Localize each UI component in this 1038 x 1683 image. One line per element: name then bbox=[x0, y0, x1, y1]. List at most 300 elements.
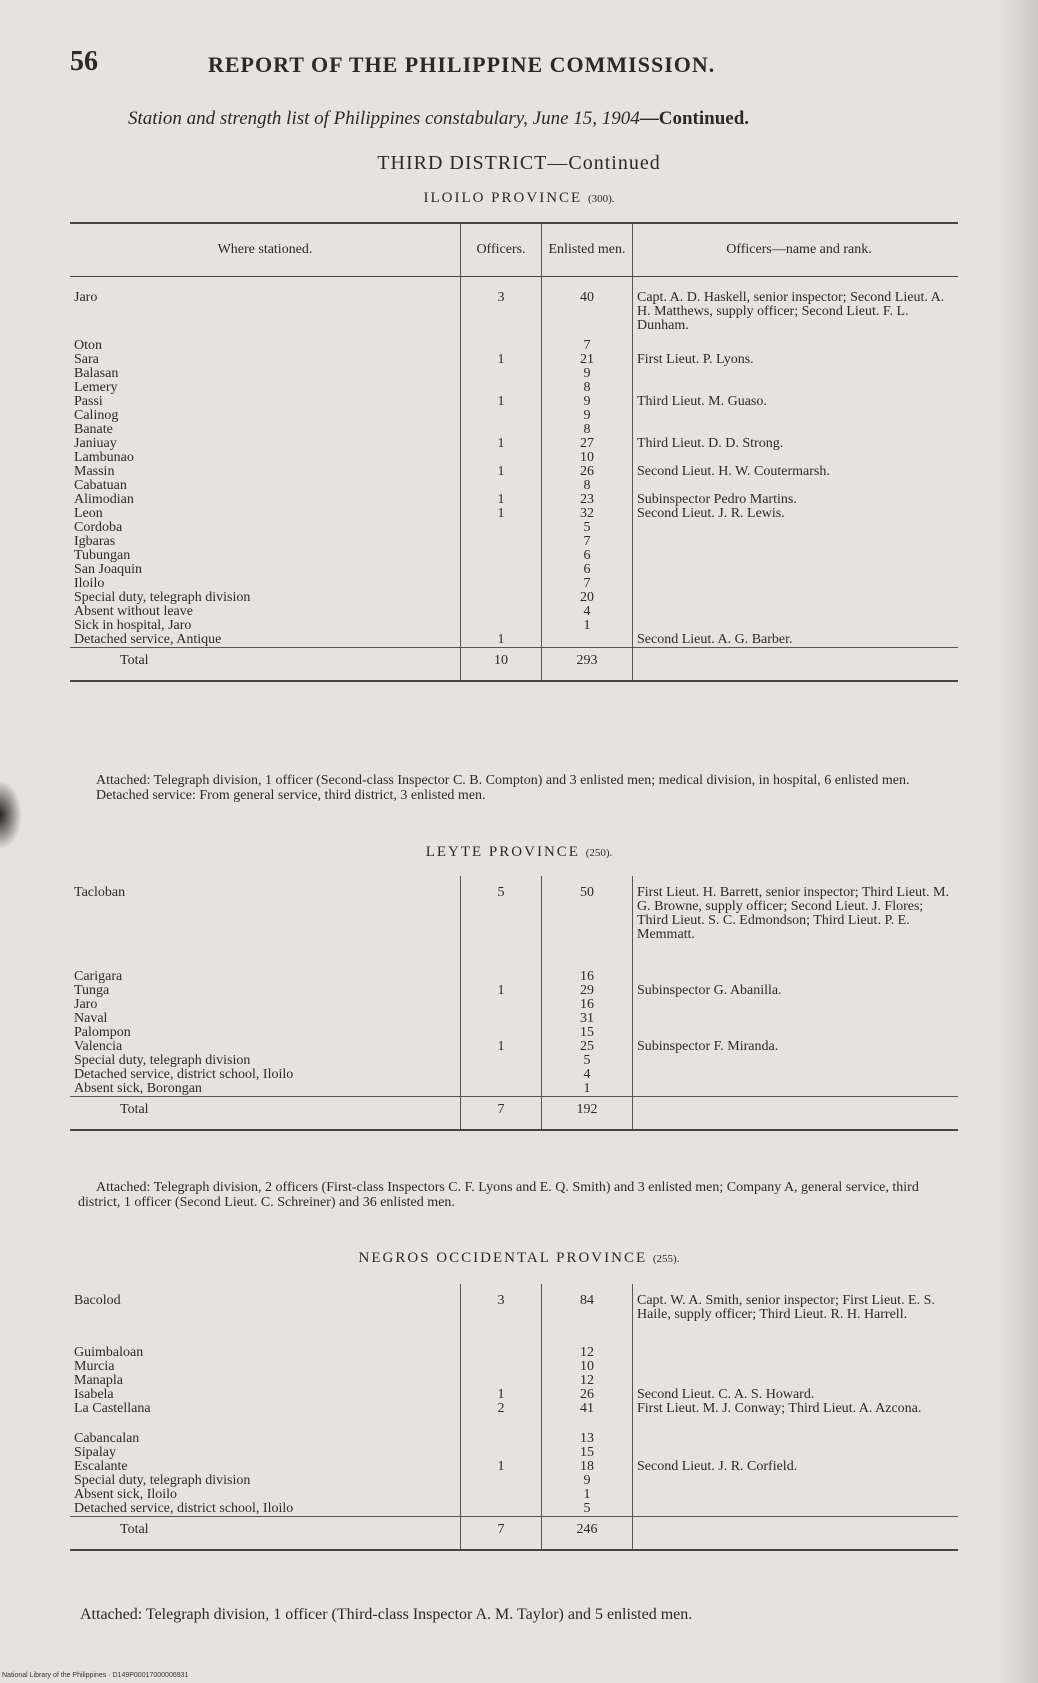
station-name-cell bbox=[70, 876, 461, 970]
leyte-title: LEYTE PROVINCE bbox=[425, 844, 580, 860]
officer-count-cell bbox=[461, 984, 542, 998]
officer-names-cell bbox=[633, 619, 959, 633]
enlisted-count-cell bbox=[542, 1374, 633, 1388]
table-row bbox=[70, 1012, 958, 1026]
station-name: Carigara bbox=[74, 969, 123, 984]
officer-count-cell bbox=[461, 1360, 542, 1374]
enlisted-count-cell bbox=[542, 507, 633, 521]
enlisted-count-cell bbox=[542, 549, 633, 563]
station-name: Banate bbox=[74, 422, 113, 437]
officer-names: Third Lieut. D. D. Strong. bbox=[637, 436, 784, 451]
officer-count: 1 bbox=[497, 352, 505, 367]
officer-count-cell bbox=[461, 619, 542, 633]
officer-count-cell bbox=[461, 633, 542, 648]
officer-names-cell bbox=[633, 1026, 959, 1040]
officer-names: First Lieut. P. Lyons. bbox=[637, 352, 754, 367]
officer-names-cell bbox=[633, 353, 959, 367]
officer-names-cell bbox=[633, 1388, 959, 1402]
total-officers: 7 bbox=[461, 1517, 542, 1551]
table-row bbox=[70, 1346, 958, 1360]
officer-count-cell bbox=[461, 353, 542, 367]
station-name: Jaro bbox=[74, 290, 98, 305]
station-name-cell bbox=[70, 437, 461, 451]
enlisted-count: 40 bbox=[580, 290, 594, 305]
table-row bbox=[70, 876, 958, 970]
enlisted-count: 9 bbox=[583, 366, 591, 381]
page-header bbox=[70, 46, 970, 86]
station-name: Janiuay bbox=[74, 436, 117, 451]
officer-count-cell bbox=[461, 1446, 542, 1460]
station-name: Sipalay bbox=[74, 1445, 116, 1460]
officer-count-cell bbox=[461, 970, 542, 984]
enlisted-count-cell bbox=[542, 1054, 633, 1068]
officer-names-cell bbox=[633, 605, 959, 619]
enlisted-count: 8 bbox=[583, 380, 591, 395]
iloilo-rows bbox=[70, 277, 958, 682]
station-name-cell bbox=[70, 1068, 461, 1082]
enlisted-count: 6 bbox=[583, 548, 591, 563]
page-gutter-shade bbox=[998, 0, 1038, 1683]
enlisted-count: 84 bbox=[580, 1293, 594, 1308]
officer-names-cell bbox=[633, 465, 959, 479]
enlisted-count-cell bbox=[542, 423, 633, 437]
enlisted-count: 1 bbox=[583, 1081, 591, 1096]
enlisted-count: 27 bbox=[580, 436, 594, 451]
officer-count-cell bbox=[461, 277, 542, 340]
enlisted-count-cell bbox=[542, 1284, 633, 1346]
station-name-cell bbox=[70, 970, 461, 984]
negros-table bbox=[70, 1284, 958, 1551]
table-row bbox=[70, 1474, 958, 1488]
table-row bbox=[70, 535, 958, 549]
officer-count-cell bbox=[461, 521, 542, 535]
enlisted-count: 9 bbox=[583, 408, 591, 423]
officer-count: 2 bbox=[497, 1401, 505, 1416]
total-label: Total bbox=[70, 1517, 461, 1551]
officer-names: Second Lieut. C. A. S. Howard. bbox=[637, 1387, 815, 1402]
enlisted-count-cell bbox=[542, 1488, 633, 1502]
table-row bbox=[70, 1360, 958, 1374]
officer-names-cell bbox=[633, 423, 959, 437]
table-caption bbox=[128, 108, 749, 130]
station-name: Jaro bbox=[74, 997, 98, 1012]
iloilo-note: Attached: Telegraph division, 1 officer (Second-class Inspector C. B. Compton) and 3 enlisted men; medical division, in hospital, 6 enlisted men. bbox=[96, 773, 910, 788]
officer-names-cell bbox=[633, 381, 959, 395]
total-enlisted: 246 bbox=[542, 1517, 633, 1551]
enlisted-count-cell bbox=[542, 367, 633, 381]
enlisted-count: 21 bbox=[580, 352, 594, 367]
officer-names: Subinspector F. Miranda. bbox=[637, 1039, 779, 1054]
officer-names: Subinspector G. Abanilla. bbox=[637, 983, 782, 998]
officer-names-cell bbox=[633, 1360, 959, 1374]
enlisted-count: 15 bbox=[580, 1025, 594, 1040]
officer-names-cell bbox=[633, 437, 959, 451]
leyte-notes bbox=[78, 1180, 958, 1210]
enlisted-count-cell bbox=[542, 521, 633, 535]
officer-count-cell bbox=[461, 381, 542, 395]
enlisted-count-cell bbox=[542, 277, 633, 340]
officer-count: 1 bbox=[497, 1039, 505, 1054]
officer-names: First Lieut. H. Barrett, senior inspector; Third Lieut. M. G. Browne, supply officer; Second Lieut. J. Flores; Third Lieut. S. C. Edmondson; Third Lieut. P. E. Memmatt. bbox=[637, 885, 949, 942]
officer-count-cell bbox=[461, 423, 542, 437]
enlisted-count-cell bbox=[542, 535, 633, 549]
table-row bbox=[70, 423, 958, 437]
officer-names-cell bbox=[633, 367, 959, 381]
total-enlisted: 192 bbox=[542, 1097, 633, 1131]
officer-names-cell bbox=[633, 409, 959, 423]
total-row bbox=[70, 1097, 958, 1131]
officer-names-cell bbox=[633, 451, 959, 465]
table-row bbox=[70, 479, 958, 493]
officer-count-cell bbox=[461, 1388, 542, 1402]
table-row bbox=[70, 1460, 958, 1474]
station-name-cell bbox=[70, 549, 461, 563]
table-row bbox=[70, 1402, 958, 1432]
enlisted-count: 4 bbox=[583, 1067, 591, 1082]
table-header-row bbox=[70, 223, 958, 277]
col-officers: Officers. bbox=[461, 223, 542, 277]
table-row bbox=[70, 507, 958, 521]
table-row bbox=[70, 984, 958, 998]
officer-count: 5 bbox=[497, 885, 505, 900]
officer-count: 1 bbox=[497, 1387, 505, 1402]
officer-names-cell bbox=[633, 970, 959, 984]
officer-count-cell bbox=[461, 1040, 542, 1054]
enlisted-count-cell bbox=[542, 577, 633, 591]
enlisted-count-cell bbox=[542, 984, 633, 998]
table-row bbox=[70, 1082, 958, 1097]
station-name-cell bbox=[70, 479, 461, 493]
officer-names-cell bbox=[633, 521, 959, 535]
negros-count: (255). bbox=[652, 1253, 680, 1265]
station-name: Special duty, telegraph division bbox=[74, 1053, 251, 1068]
station-name-cell bbox=[70, 563, 461, 577]
enlisted-count: 10 bbox=[580, 1359, 594, 1374]
officer-count-cell bbox=[461, 998, 542, 1012]
station-name-cell bbox=[70, 1040, 461, 1054]
officer-names-cell bbox=[633, 1054, 959, 1068]
officer-names-cell bbox=[633, 1474, 959, 1488]
station-name: Guimbaloan bbox=[74, 1345, 144, 1360]
table-row bbox=[70, 1068, 958, 1082]
officer-names: Subinspector Pedro Martins. bbox=[637, 492, 797, 507]
enlisted-count: 31 bbox=[580, 1011, 594, 1026]
station-name-cell bbox=[70, 353, 461, 367]
footer-note: Attached: Telegraph division, 1 officer (Third-class Inspector A. M. Taylor) and 5 enlisted men. bbox=[80, 1606, 693, 1623]
officer-names-cell bbox=[633, 984, 959, 998]
station-name-cell bbox=[70, 619, 461, 633]
station-name: Absent without leave bbox=[74, 604, 193, 619]
total-label: Total bbox=[70, 648, 461, 682]
station-name: Tunga bbox=[74, 983, 110, 998]
table-row bbox=[70, 277, 958, 340]
officer-count-cell bbox=[461, 1012, 542, 1026]
station-name-cell bbox=[70, 1388, 461, 1402]
table-row bbox=[70, 493, 958, 507]
iloilo-heading bbox=[0, 190, 1038, 207]
enlisted-count-cell bbox=[542, 1388, 633, 1402]
station-name: Lemery bbox=[74, 380, 118, 395]
caption-italic: Station and strength list of Philippines constabulary, June 15, 1904 bbox=[128, 108, 640, 129]
enlisted-count-cell bbox=[542, 409, 633, 423]
station-name: Detached service, district school, Iloilo bbox=[74, 1501, 294, 1516]
total-blank bbox=[633, 1097, 959, 1131]
table-row bbox=[70, 563, 958, 577]
station-name-cell bbox=[70, 1346, 461, 1360]
station-name-cell bbox=[70, 1374, 461, 1388]
enlisted-count: 26 bbox=[580, 464, 594, 479]
station-name-cell bbox=[70, 633, 461, 648]
enlisted-count: 7 bbox=[583, 534, 591, 549]
table-row bbox=[70, 381, 958, 395]
station-name-cell bbox=[70, 1054, 461, 1068]
station-name-cell bbox=[70, 493, 461, 507]
officer-names-cell bbox=[633, 1488, 959, 1502]
enlisted-count-cell bbox=[542, 1026, 633, 1040]
station-name: Passi bbox=[74, 394, 103, 409]
enlisted-count-cell bbox=[542, 1068, 633, 1082]
officer-count-cell bbox=[461, 563, 542, 577]
station-name: Cabancalan bbox=[74, 1431, 140, 1446]
station-name: Absent sick, Iloilo bbox=[74, 1487, 178, 1502]
station-name-cell bbox=[70, 1360, 461, 1374]
officer-names-cell bbox=[633, 535, 959, 549]
table-row bbox=[70, 437, 958, 451]
officer-count-cell bbox=[461, 1346, 542, 1360]
enlisted-count: 15 bbox=[580, 1445, 594, 1460]
enlisted-count: 41 bbox=[580, 1401, 594, 1416]
table-row bbox=[70, 998, 958, 1012]
station-name: Special duty, telegraph division bbox=[74, 1473, 251, 1488]
enlisted-count: 16 bbox=[580, 997, 594, 1012]
table-row bbox=[70, 633, 958, 648]
enlisted-count: 5 bbox=[583, 520, 591, 535]
station-name: Cabatuan bbox=[74, 478, 127, 493]
officer-names-cell bbox=[633, 1460, 959, 1474]
officer-names-cell bbox=[633, 1446, 959, 1460]
officer-count-cell bbox=[461, 1082, 542, 1097]
table-row bbox=[70, 367, 958, 381]
table-row bbox=[70, 591, 958, 605]
station-name-cell bbox=[70, 521, 461, 535]
table-row bbox=[70, 619, 958, 633]
total-blank bbox=[633, 1517, 959, 1551]
enlisted-count-cell bbox=[542, 1432, 633, 1446]
station-name-cell bbox=[70, 339, 461, 353]
station-name: San Joaquin bbox=[74, 562, 143, 577]
enlisted-count: 12 bbox=[580, 1373, 594, 1388]
station-name-cell bbox=[70, 1446, 461, 1460]
enlisted-count-cell bbox=[542, 1012, 633, 1026]
officer-count-cell bbox=[461, 465, 542, 479]
officer-count-cell bbox=[461, 437, 542, 451]
enlisted-count-cell bbox=[542, 381, 633, 395]
station-name: Tubungan bbox=[74, 548, 131, 563]
caption-continued: —Continued. bbox=[639, 108, 750, 129]
officer-names-cell bbox=[633, 479, 959, 493]
officer-names-cell bbox=[633, 1068, 959, 1082]
table-row bbox=[70, 970, 958, 984]
station-name-cell bbox=[70, 1474, 461, 1488]
officer-count: 1 bbox=[497, 464, 505, 479]
enlisted-count: 29 bbox=[580, 983, 594, 998]
station-name: Bacolod bbox=[74, 1293, 121, 1308]
officer-names: First Lieut. M. J. Conway; Third Lieut. A. Azcona. bbox=[637, 1401, 922, 1416]
officer-names-cell bbox=[633, 549, 959, 563]
officer-names-cell bbox=[633, 1502, 959, 1517]
enlisted-count-cell bbox=[542, 353, 633, 367]
leyte-table bbox=[70, 876, 958, 1131]
officer-count: 1 bbox=[497, 436, 505, 451]
station-name: Lambunao bbox=[74, 450, 134, 465]
station-name-cell bbox=[70, 577, 461, 591]
station-name: Manapla bbox=[74, 1373, 123, 1388]
enlisted-count-cell bbox=[542, 1446, 633, 1460]
station-name-cell bbox=[70, 605, 461, 619]
enlisted-count: 16 bbox=[580, 969, 594, 984]
officer-names-cell bbox=[633, 633, 959, 648]
table-row bbox=[70, 1446, 958, 1460]
officer-count: 1 bbox=[497, 492, 505, 507]
station-name-cell bbox=[70, 535, 461, 549]
station-name: Detached service, Antique bbox=[74, 632, 222, 647]
station-name-cell bbox=[70, 1082, 461, 1097]
station-name: Leon bbox=[74, 506, 103, 521]
officer-names-cell bbox=[633, 395, 959, 409]
officer-names-cell bbox=[633, 998, 959, 1012]
station-name-cell bbox=[70, 507, 461, 521]
officer-count-cell bbox=[461, 339, 542, 353]
enlisted-count: 1 bbox=[583, 1487, 591, 1502]
enlisted-count: 26 bbox=[580, 1387, 594, 1402]
officer-names: Second Lieut. J. R. Corfield. bbox=[637, 1459, 798, 1474]
table-row bbox=[70, 1284, 958, 1346]
officer-names-cell bbox=[633, 876, 959, 970]
station-name: Massin bbox=[74, 464, 115, 479]
table-row bbox=[70, 409, 958, 423]
officer-count-cell bbox=[461, 1374, 542, 1388]
station-name-cell bbox=[70, 1012, 461, 1026]
officer-count-cell bbox=[461, 549, 542, 563]
table-row bbox=[70, 1388, 958, 1402]
table-row bbox=[70, 395, 958, 409]
enlisted-count: 7 bbox=[583, 576, 591, 591]
table-row bbox=[70, 1432, 958, 1446]
station-name: Palompon bbox=[74, 1025, 131, 1040]
enlisted-count: 12 bbox=[580, 1345, 594, 1360]
officer-count-cell bbox=[461, 1488, 542, 1502]
enlisted-count-cell bbox=[542, 451, 633, 465]
station-name: Tacloban bbox=[74, 885, 126, 900]
station-name-cell bbox=[70, 1502, 461, 1517]
enlisted-count: 9 bbox=[583, 394, 591, 409]
enlisted-count: 8 bbox=[583, 478, 591, 493]
station-name-cell bbox=[70, 465, 461, 479]
iloilo-count: (300). bbox=[587, 193, 615, 205]
enlisted-count: 25 bbox=[580, 1039, 594, 1054]
table-row bbox=[70, 549, 958, 563]
total-officers: 7 bbox=[461, 1097, 542, 1131]
officer-names-cell bbox=[633, 1082, 959, 1097]
officer-count: 1 bbox=[497, 983, 505, 998]
enlisted-count-cell bbox=[542, 493, 633, 507]
officer-count-cell bbox=[461, 1026, 542, 1040]
officer-names-cell bbox=[633, 1432, 959, 1446]
station-name: Oton bbox=[74, 338, 102, 353]
district-heading: THIRD DISTRICT—Continued bbox=[377, 152, 661, 174]
col-names: Officers—name and rank. bbox=[633, 223, 959, 277]
enlisted-count: 20 bbox=[580, 590, 594, 605]
total-row bbox=[70, 648, 958, 682]
enlisted-count: 7 bbox=[583, 338, 591, 353]
officer-count-cell bbox=[461, 1460, 542, 1474]
total-enlisted: 293 bbox=[542, 648, 633, 682]
enlisted-count-cell bbox=[542, 1082, 633, 1097]
officer-names-cell bbox=[633, 277, 959, 340]
officer-count: 1 bbox=[497, 632, 505, 647]
officer-count-cell bbox=[461, 367, 542, 381]
officer-names-cell bbox=[633, 1284, 959, 1346]
station-name-cell bbox=[70, 1284, 461, 1346]
station-name-cell bbox=[70, 1488, 461, 1502]
table-row bbox=[70, 1040, 958, 1054]
negros-heading bbox=[0, 1250, 1038, 1267]
officer-names-cell bbox=[633, 1012, 959, 1026]
officer-count-cell bbox=[461, 451, 542, 465]
enlisted-count-cell bbox=[542, 563, 633, 577]
archive-label: National Library of the Philippines · D149P00017000006931 bbox=[2, 1672, 189, 1679]
table-row bbox=[70, 1502, 958, 1517]
officer-names: Third Lieut. M. Guaso. bbox=[637, 394, 767, 409]
station-name-cell bbox=[70, 423, 461, 437]
col-where: Where stationed. bbox=[70, 223, 461, 277]
station-name-cell bbox=[70, 998, 461, 1012]
report-title: REPORT OF THE PHILIPPINE COMMISSION. bbox=[208, 52, 716, 77]
officer-names-cell bbox=[633, 591, 959, 605]
table-row bbox=[70, 1026, 958, 1040]
station-name: Special duty, telegraph division bbox=[74, 590, 251, 605]
negros-title: NEGROS OCCIDENTAL PROVINCE bbox=[358, 1250, 648, 1266]
station-name: Alimodian bbox=[74, 492, 134, 507]
officer-names-cell bbox=[633, 507, 959, 521]
officer-names-cell bbox=[633, 1346, 959, 1360]
officer-names-cell bbox=[633, 577, 959, 591]
leyte-count: (250). bbox=[585, 847, 613, 859]
table-row bbox=[70, 1488, 958, 1502]
enlisted-count-cell bbox=[542, 339, 633, 353]
table-row bbox=[70, 605, 958, 619]
officer-count-cell bbox=[461, 591, 542, 605]
enlisted-count-cell bbox=[542, 1402, 633, 1432]
officer-count-cell bbox=[461, 1068, 542, 1082]
officer-count-cell bbox=[461, 479, 542, 493]
officer-count-cell bbox=[461, 1502, 542, 1517]
table-row bbox=[70, 451, 958, 465]
enlisted-count-cell bbox=[542, 998, 633, 1012]
iloilo-table bbox=[70, 222, 958, 682]
enlisted-count-cell bbox=[542, 465, 633, 479]
enlisted-count: 5 bbox=[583, 1501, 591, 1516]
station-name-cell bbox=[70, 367, 461, 381]
officer-names-cell bbox=[633, 1374, 959, 1388]
enlisted-count-cell bbox=[542, 479, 633, 493]
total-label: Total bbox=[70, 1097, 461, 1131]
iloilo-note: Detached service: From general service, third district, 3 enlisted men. bbox=[96, 788, 486, 803]
officer-names: Second Lieut. J. R. Lewis. bbox=[637, 506, 785, 521]
enlisted-count-cell bbox=[542, 591, 633, 605]
page-edge-shadow bbox=[0, 780, 22, 850]
table-row bbox=[70, 1054, 958, 1068]
